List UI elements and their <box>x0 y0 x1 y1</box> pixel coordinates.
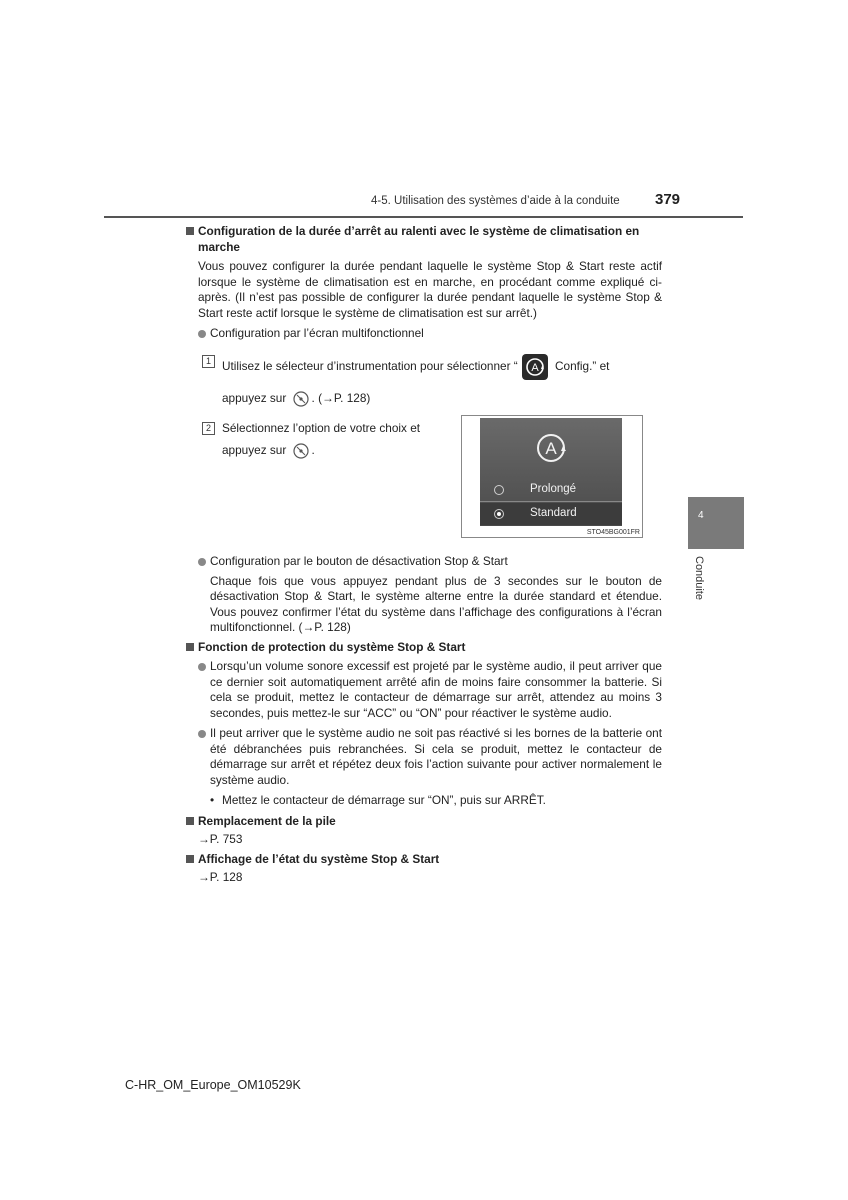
square-bullet-icon <box>186 227 194 235</box>
method-item <box>186 326 662 342</box>
heading-text: Affichage de l’état du système Stop & Start <box>198 851 440 866</box>
header-divider <box>104 216 743 218</box>
svg-text:A: A <box>531 361 539 374</box>
step-text: . (→P. 128) <box>311 390 371 405</box>
auto-stop-start-icon <box>534 430 570 466</box>
chapter-number: 4 <box>698 510 704 521</box>
radio-selected-icon <box>494 509 504 519</box>
section-heading <box>186 852 662 868</box>
step-1 <box>186 354 662 380</box>
dot-marker: • <box>210 793 215 807</box>
step-text: appuyez sur <box>222 390 290 405</box>
round-bullet-icon <box>198 663 206 671</box>
method-description: Chaque fois que vous appuyez pendant plus de 3 secondes sur le bouton de désactivation Stop & Start, le système alterne entre la durée standard et étendue. Vous pouvez confirmer l’état du système dans l’affichage des configurations à l’écran multifonctionnel. (→P. 128) <box>210 573 662 634</box>
select-switch-icon <box>292 442 310 460</box>
method-label: Configuration par l’écran multifonctionnel <box>210 326 424 340</box>
chapter-tab <box>688 497 744 549</box>
multi-info-screen <box>480 418 622 526</box>
step-number: 2 <box>202 422 215 435</box>
page-reference: →P. 753 <box>198 832 243 846</box>
square-bullet-icon <box>186 855 194 863</box>
auto-config-icon <box>522 354 548 380</box>
option-row-standard <box>480 503 622 525</box>
step-number: 1 <box>202 355 215 368</box>
svg-text:A: A <box>545 439 557 458</box>
list-item-text: Lorsqu’un volume sonore excessif est projeté par le système audio, il peut arriver que ce dernier soit automatiquement arrêté afin de moins faire consommer la batterie. Si cela se produit, mettez le contacteur de démarrage sur arrêt, attendez au moins 3 secondes, puis mettez-le sur “ACC” ou “ON” pour réactiver le système audio. <box>210 659 662 720</box>
square-bullet-icon <box>186 643 194 651</box>
sub-list-item <box>186 793 662 809</box>
heading-text: Remplacement de la pile <box>198 813 336 828</box>
section-heading <box>186 224 662 255</box>
section-heading <box>186 640 662 656</box>
radio-icon <box>494 485 504 495</box>
step-1-cont <box>186 390 662 408</box>
step-text: Config.” et <box>551 358 610 373</box>
step-text: Utilisez le sélecteur d’instrumentation pour sélectionner “ <box>222 358 518 373</box>
step-text: . <box>311 443 315 458</box>
method-label: Configuration par le bouton de désactivation Stop & Start <box>210 554 508 568</box>
list-item <box>186 659 662 721</box>
chapter-label: Conduite <box>693 556 705 601</box>
page-reference: →P. 128 <box>198 870 243 884</box>
select-switch-icon <box>292 390 310 408</box>
sub-list-text: Mettez le contacteur de démarrage sur “ON”, puis sur ARRÊT. <box>222 793 546 807</box>
round-bullet-icon <box>198 558 206 566</box>
heading-text: Fonction de protection du système Stop & Start <box>198 639 466 654</box>
document-code: C-HR_OM_Europe_OM10529K <box>125 1078 301 1092</box>
list-item <box>186 726 662 788</box>
display-illustration <box>461 415 643 538</box>
option-label: Standard <box>530 507 577 519</box>
square-bullet-icon <box>186 817 194 825</box>
method-item <box>186 554 662 570</box>
header-section-title: 4-5. Utilisation des systèmes d’aide à la conduite <box>371 195 620 207</box>
intro-paragraph: Vous pouvez configurer la durée pendant laquelle le système Stop & Start reste actif lorsque le système de climatisation est en marche, en procédant comme expliqué ci-après. (Il n’est pas possible de configurer la durée pendant laquelle le système Stop & Start reste actif lorsque le système de climatisation est sur arrêt.) <box>198 259 662 320</box>
figure-code: STO45BG001FR <box>586 529 640 536</box>
option-row-extended <box>480 479 622 502</box>
step-text: Sélectionnez l’option de votre choix et <box>222 420 421 435</box>
round-bullet-icon <box>198 730 206 738</box>
option-label: Prolongé <box>530 483 577 495</box>
page-number: 379 <box>655 191 681 208</box>
heading-text: Configuration de la durée d’arrêt au ralenti avec le système de climatisation en marche <box>198 224 640 254</box>
step-text: appuyez sur <box>222 443 290 458</box>
list-item-text: Il peut arriver que le système audio ne soit pas réactivé si les bornes de la batterie ont été débranchées puis rebranchées. Si cela se produit, mettez le contacteur de démarrage sur arrêt et répétez deux fois l’action suivante pour activer normalement le système audio. <box>210 726 662 787</box>
main-content <box>186 224 662 886</box>
section-heading <box>186 814 662 830</box>
round-bullet-icon <box>198 330 206 338</box>
